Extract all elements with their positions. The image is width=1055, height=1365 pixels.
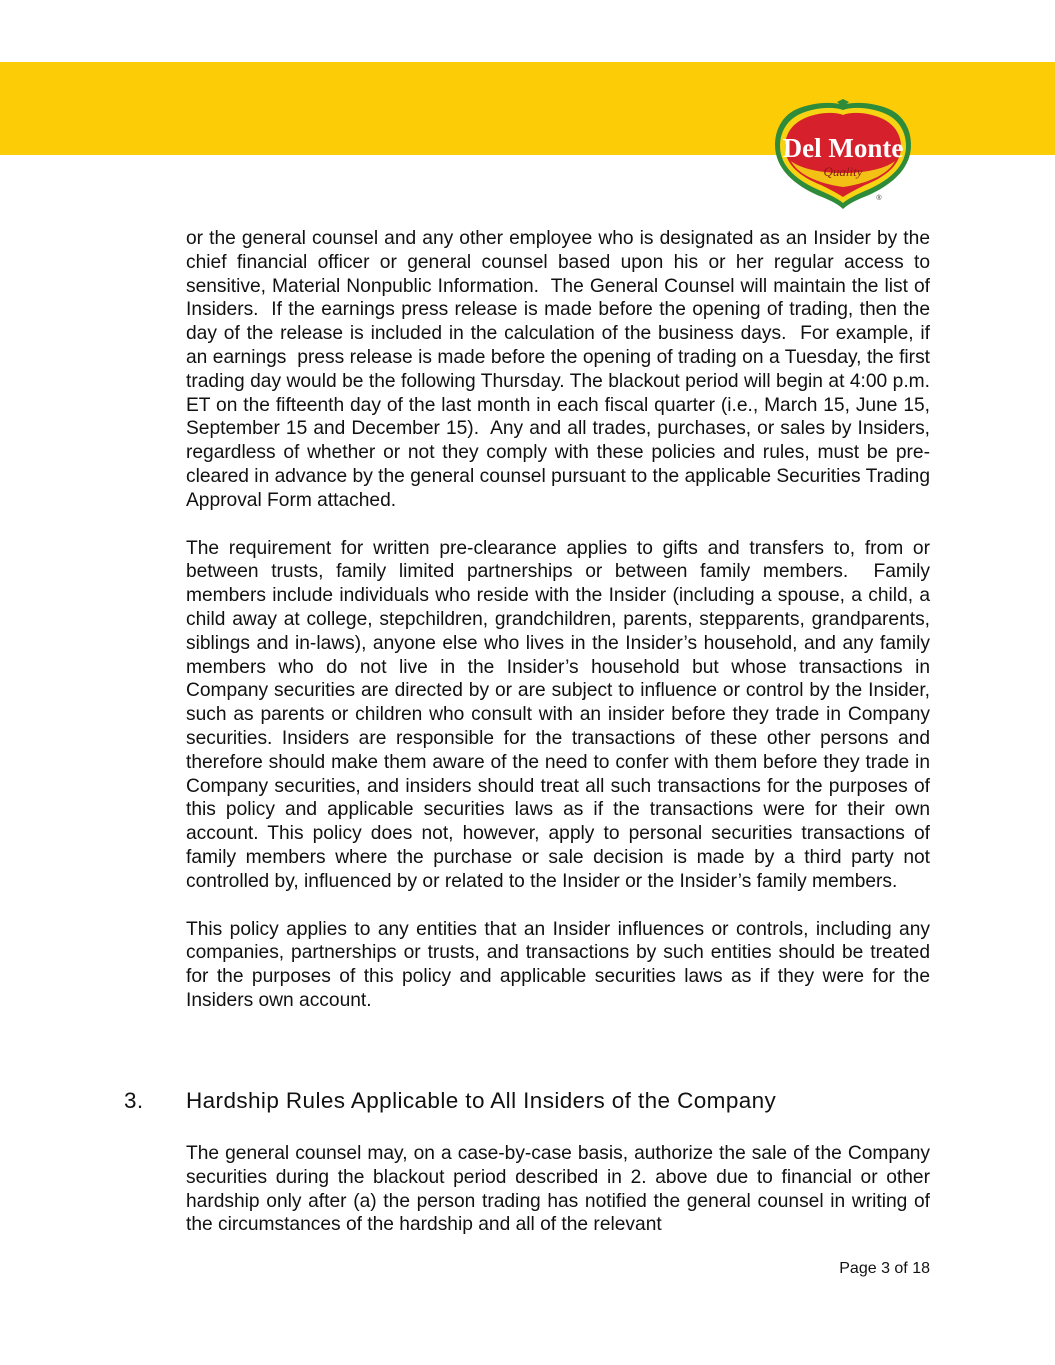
paragraph-entities: This policy applies to any entities that an Insider influences or controls, including any companies, partnerships or trusts, and transactions by such entities should be treated for the purposes of this policy and applicable securities laws as if they were for the Insiders own account.: [186, 918, 936, 1011]
del-monte-logo: [771, 99, 915, 213]
logo-tagline: Quality: [823, 164, 863, 179]
body-text: [186, 227, 936, 1013]
section-number: 3.: [124, 1088, 144, 1113]
page-number: Page 3 of 18: [839, 1260, 930, 1277]
section-title: Hardship Rules Applicable to All Insiders of the Company: [186, 1088, 777, 1113]
section-heading-3: [124, 1087, 930, 1115]
paragraph-insider-blackout: or the general counsel and any other employee who is designated as an Insider by the chief financial officer or general counsel based upon his or her regular access to sensitive, Material Nonpublic Information. The General Counsel will maintain the list of Insiders. If the earnings press release is made before the opening of trading, then the day of the release is included in the calculation of the business days. For example, if an earnings press release is made before the opening of trading on a Tuesday, the first trading day would be the following Thursday. The blackout period will begin at 4:00 p.m. ET on the fifteenth day of the last month in each fiscal quarter (i.e., March 15, June 15, September 15 and December 15). Any and all trades, purchases, or sales by Insiders, regardless of whether or not they comply with these policies and rules, must be pre-cleared in advance by the general counsel pursuant to the applicable Securities Trading Approval Form attached.: [186, 228, 936, 511]
paragraph-hardship: The general counsel may, on a case-by-case basis, authorize the sale of the Company securities during the blackout period described in 2. above due to financial or other hardship only after (a) the person trading has notified the general counsel in writing of the circumstances of the hardship and all of the relevant: [186, 1143, 936, 1236]
logo-brand: Del Monte: [782, 133, 904, 163]
registered-mark: ®: [876, 195, 882, 202]
paragraph-pre-clearance: The requirement for written pre-clearance applies to gifts and transfers to, from or between trusts, family limited partnerships or between family members. Family members include individuals who reside with the Insider (including a spouse, a child, a child away at college, stepchildren, grandchildren, parents, stepparents, grandparents, siblings and in-laws), anyone else who lives in the Insider’s household, and any family members who do not live in the Insider’s household but whose transactions in Company securities are directed by or are subject to influence or control by the Insider, such as parents or children who consult with an insider before they trade in Company securities. Insiders are responsible for the transactions of these other persons and therefore should make them aware of the need to confer with them before they trade in Company securities, and insiders should treat all such transactions for the purposes of this policy and applicable securities laws as if the transactions were for their own account. This policy does not, however, apply to personal securities transactions of family members where the purchase or sale decision is made by a third party not controlled by, influenced by or related to the Insider or the Insider’s family members.: [186, 537, 936, 892]
section-3-body: [186, 1142, 936, 1237]
